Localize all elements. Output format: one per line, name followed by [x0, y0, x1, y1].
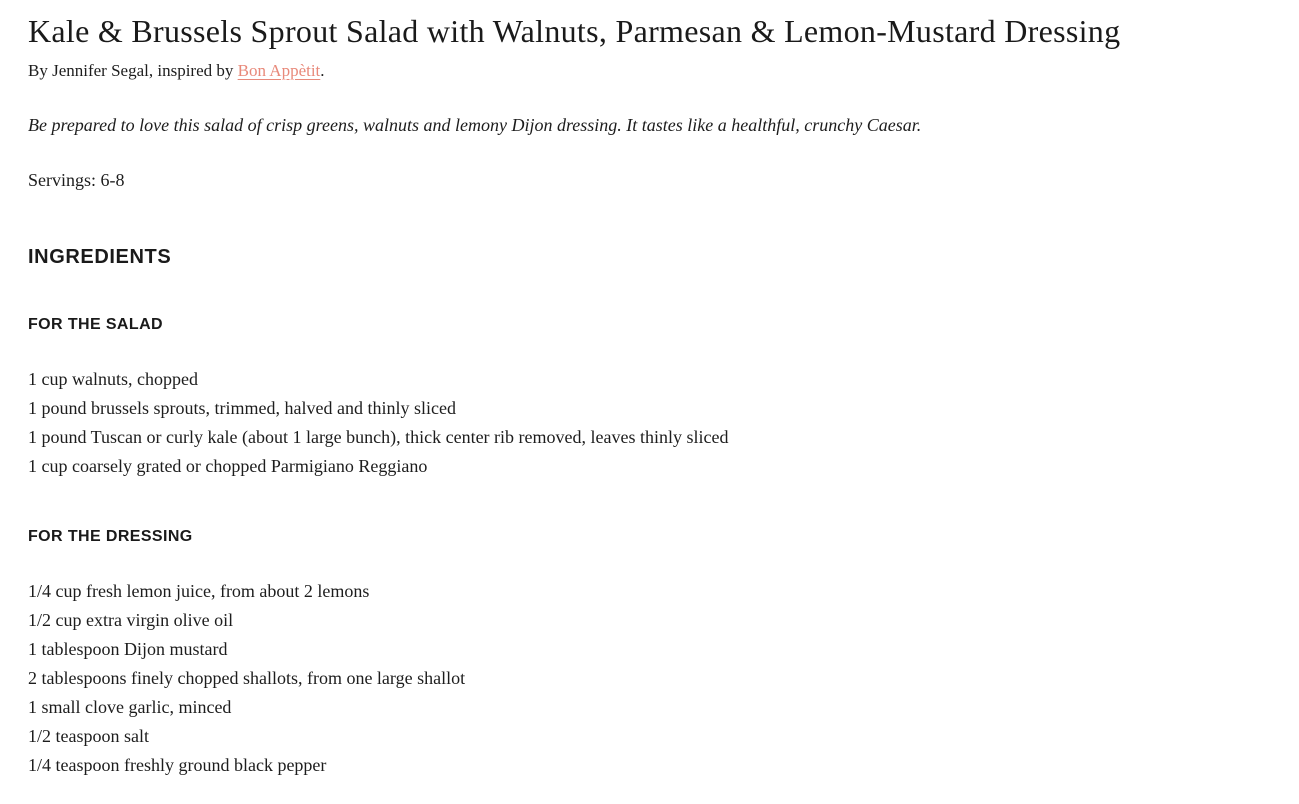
- ingredient-item: 1/2 cup extra virgin olive oil: [28, 610, 234, 630]
- section-heading: FOR THE DRESSING: [28, 528, 193, 545]
- byline-text: By Jennifer Segal, inspired by: [28, 61, 238, 80]
- ingredient-item: 1/4 teaspoon freshly ground black pepper: [28, 755, 327, 775]
- bon-appetit-link[interactable]: Bon Appètit: [237, 61, 321, 80]
- section-heading: FOR THE SALAD: [28, 316, 163, 333]
- ingredient-item: 1 small clove garlic, minced: [28, 697, 232, 717]
- ingredient-item: 2 tablespoons finely chopped shallots, from one large shallot: [28, 668, 466, 688]
- ingredient-item: 1/2 teaspoon salt: [28, 726, 149, 746]
- recipe-description: Be prepared to love this salad of crisp greens, walnuts and lemony Dijon dressing. It tastes like a healthful, crunchy Caesar.: [28, 115, 922, 135]
- ingredient-item: 1 pound brussels sprouts, trimmed, halved and thinly sliced: [28, 398, 456, 418]
- ingredients-heading: INGREDIENTS: [28, 246, 172, 268]
- ingredient-item: 1/4 cup fresh lemon juice, from about 2 lemons: [28, 581, 370, 601]
- ingredient-list: [28, 577, 1259, 780]
- byline: [28, 60, 1259, 81]
- ingredient-sections: [28, 315, 1259, 780]
- recipe-title: Kale & Brussels Sprout Salad with Walnuts, Parmesan & Lemon-Mustard Dressing: [28, 13, 1121, 49]
- ingredient-item: 1 cup walnuts, chopped: [28, 369, 198, 389]
- ingredient-list: [28, 365, 1259, 481]
- servings-line: Servings: 6-8: [28, 170, 125, 190]
- ingredient-item: 1 tablespoon Dijon mustard: [28, 639, 228, 659]
- ingredient-item: 1 cup coarsely grated or chopped Parmigiano Reggiano: [28, 456, 428, 476]
- ingredient-item: 1 pound Tuscan or curly kale (about 1 large bunch), thick center rib removed, leaves thinly sliced: [28, 427, 729, 447]
- byline-period: .: [320, 61, 325, 80]
